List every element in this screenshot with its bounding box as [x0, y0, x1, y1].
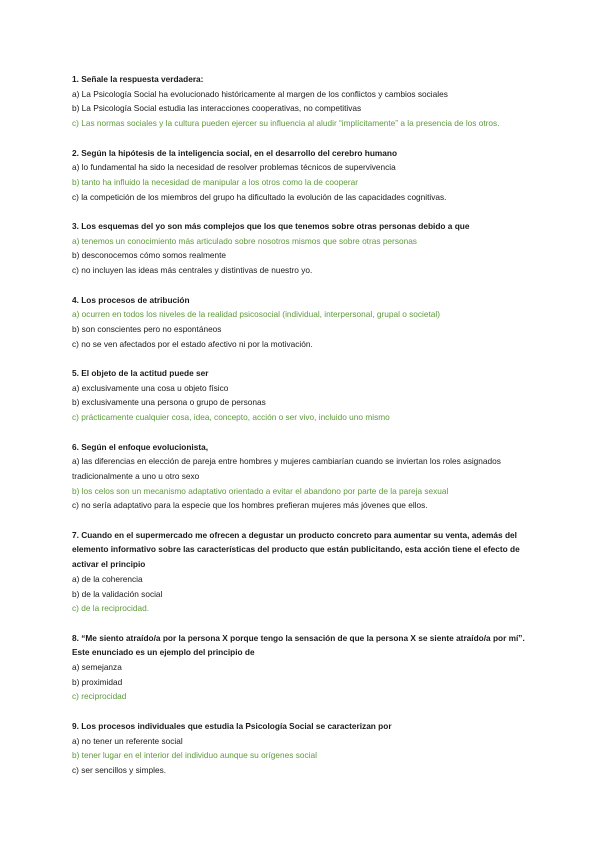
option-b: b) desconocemos cómo somos realmente	[72, 250, 227, 261]
option-c: c) no sería adaptativo para la especie que los hombres prefieran mujeres más jóvenes que ellos.	[72, 500, 428, 511]
option-a: a) de la coherencia	[72, 573, 143, 584]
option-a: a) exclusivamente una cosa u objeto físico	[72, 382, 229, 393]
option-c: c) no se ven afectados por el estado afectivo ni por la motivación.	[72, 338, 313, 349]
option-c-correct: c) reciprocidad	[72, 691, 127, 702]
option-c: c) ser sencillos y simples.	[72, 764, 167, 775]
question-text: 5. El objeto de la actitud puede ser	[72, 368, 209, 378]
question-text: 4. Los procesos de atribución	[72, 294, 190, 305]
option-b-correct: b) tanto ha influido la necesidad de manipular a los otros como la de cooperar	[72, 176, 358, 187]
question-2	[72, 146, 532, 205]
option-a: a) no tener un referente social	[72, 735, 183, 746]
question-text: 3. Los esquemas del yo son más complejos que los que tenemos sobre otras personas debido a que	[72, 221, 470, 231]
question-6	[72, 440, 532, 514]
question-7	[72, 528, 532, 616]
option-b-correct: b) los celos son un mecanismo adaptativo orientado a evitar el abandono por parte de la pareja sexual	[72, 485, 449, 496]
option-c: c) no incluyen las ideas más centrales y distintivas de nuestro yo.	[72, 265, 313, 276]
question-text: 7. Cuando en el supermercado me ofrecen a degustar un producto concreto para aumentar su venta, además del elemento informativo sobre las características del producto que están publicitando, esta acción tiene el efecto de activar el principio	[72, 529, 520, 570]
option-b: b) La Psicología Social estudia las interacciones cooperativas, no competitivas	[72, 103, 362, 114]
option-a: a) las diferencias en elección de pareja entre hombres y mujeres cambiarían cuando se inviertan los roles asignados tradicionalmente a uno u otro sexo	[72, 456, 501, 481]
question-1	[72, 72, 532, 131]
option-b: b) exclusivamente una persona o grupo de personas	[72, 397, 266, 408]
question-text: 9. Los procesos individuales que estudia la Psicología Social se caracterizan por	[72, 720, 392, 731]
option-b: b) proximidad	[72, 676, 123, 687]
option-a: a) La Psicología Social ha evolucionado históricamente al margen de los conflictos y cambios sociales	[72, 88, 448, 99]
question-8	[72, 631, 532, 705]
option-a-correct: a) ocurren en todos los niveles de la realidad psicosocial (individual, interpersonal, grupal o societal)	[72, 309, 441, 320]
question-text: 6. Según el enfoque evolucionista,	[72, 441, 209, 452]
option-c-correct: c) prácticamente cualquier cosa, idea, concepto, acción o ser vivo, incluido uno mismo	[72, 412, 390, 423]
question-text: 2. Según la hipótesis de la inteligencia social, en el desarrollo del cerebro humano	[72, 147, 398, 158]
option-b-correct: b) tener lugar en el interior del individuo aunque su orígenes social	[72, 750, 317, 761]
option-a-correct: a) tenemos un conocimiento más articulado sobre nosotros mismos que sobre otras personas	[72, 235, 417, 246]
question-9	[72, 719, 532, 778]
question-4	[72, 293, 532, 352]
question-text: 8. “Me siento atraído/a por la persona X porque tengo la sensación de que la persona X se siente atraído/a por mí”. Este enunciado es un ejemplo del principio de	[72, 632, 525, 658]
option-a: a) lo fundamental ha sido la necesidad de resolver problemas técnicos de supervivencia	[72, 162, 396, 173]
option-c: c) la competición de los miembros del grupo ha dificultado la evolución de las capacidades cognitivas.	[72, 191, 447, 202]
option-b: b) de la validación social	[72, 588, 163, 599]
exam-document	[72, 72, 532, 792]
question-text: 1. Señale la respuesta verdadera:	[72, 74, 204, 84]
question-5	[72, 366, 532, 425]
question-3	[72, 219, 532, 278]
option-a: a) semejanza	[72, 662, 122, 673]
option-b: b) son conscientes pero no espontáneos	[72, 323, 222, 334]
option-c-correct: c) de la reciprocidad.	[72, 603, 150, 614]
option-c-correct: c) Las normas sociales y la cultura pueden ejercer su influencia al aludir “implícitamente” a la presencia de los otros.	[72, 118, 500, 129]
